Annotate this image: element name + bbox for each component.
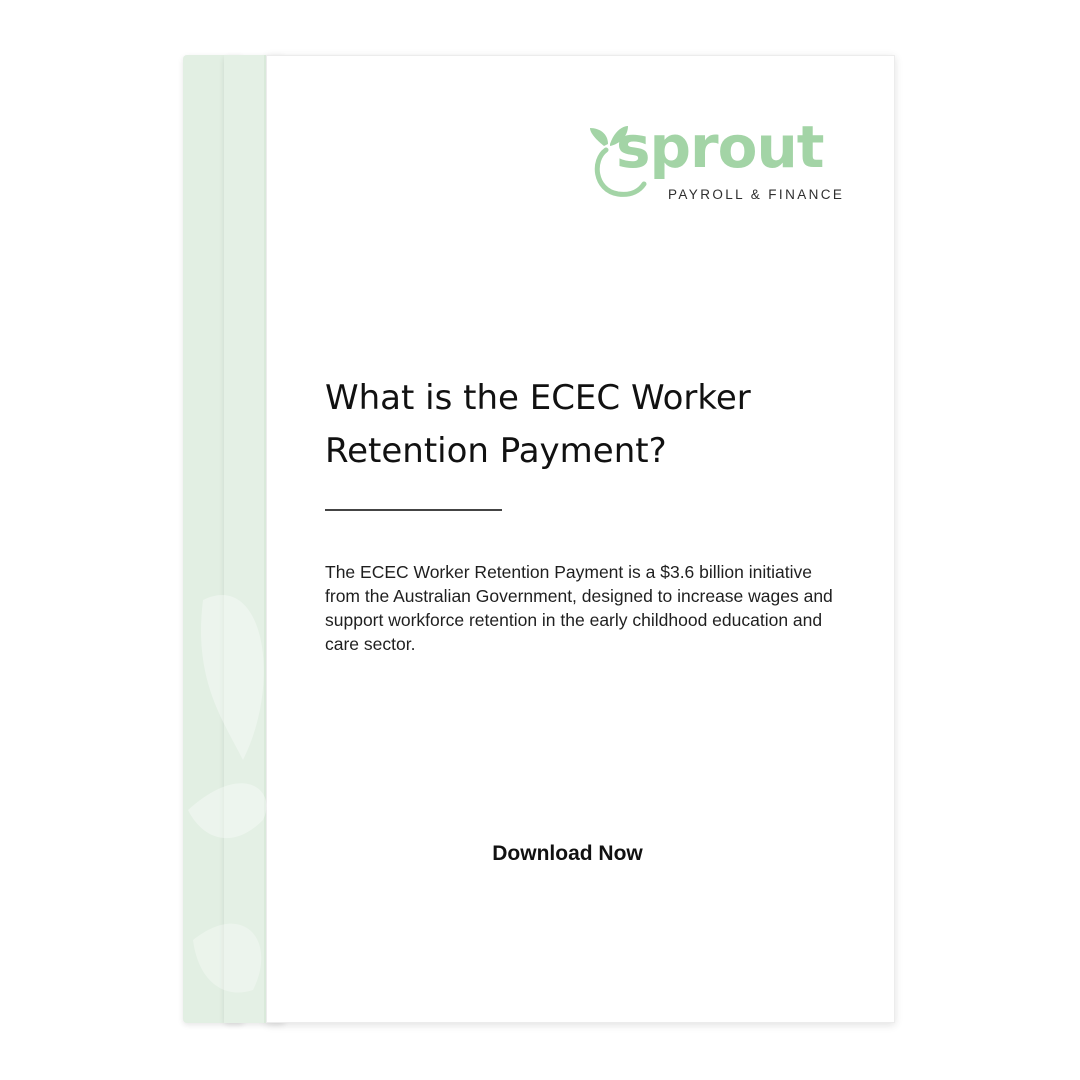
cover-title-line-1: What is the ECEC Worker — [325, 378, 751, 418]
sprout-logo — [588, 113, 845, 204]
brand-name: sprout — [616, 113, 824, 181]
download-now-button[interactable]: Download Now — [440, 842, 695, 866]
brand-tagline: PAYROLL & FINANCE — [668, 187, 845, 202]
cover-description: The ECEC Worker Retention Payment is a $3.6 billion initiative from the Australian Government, designed to increase wages and support workforce retention in the early childhood education and care sector. — [325, 562, 833, 654]
cover-title — [325, 372, 845, 478]
cover-title-line-2: Retention Payment? — [325, 431, 667, 471]
title-divider — [325, 509, 502, 511]
leaf-decoration-icon — [183, 560, 283, 1023]
